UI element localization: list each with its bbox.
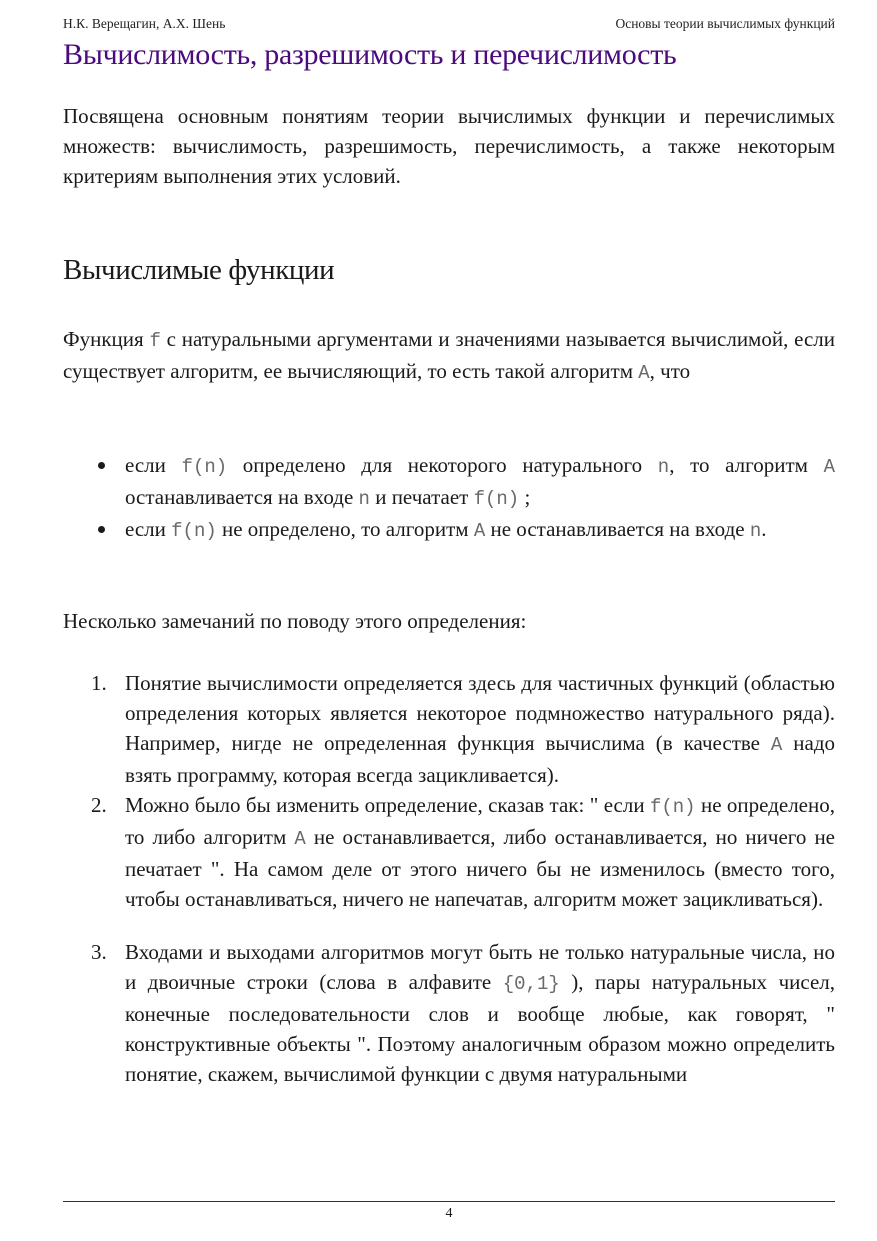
bullet-icon [98, 462, 105, 469]
bullet-icon [98, 526, 105, 533]
inline-code: A [638, 362, 650, 384]
definition-conditions-list [63, 450, 835, 546]
inline-code: f [149, 330, 161, 352]
list-item: если f(n) определено для некоторого натурального n, то алгоритм A останавливается на входе n и печатает f(n) ; [63, 450, 835, 514]
definition-paragraph: Функция f с натуральными аргументами и значениями называется вычислимой, если существует алгоритм, ее вычисляющий, то есть такой алгоритм A, что [63, 327, 835, 384]
header-authors: Н.К. Верещагин, А.Х. Шень [63, 16, 226, 31]
header-book-title: Основы теории вычислимых функций [615, 16, 835, 31]
page-number: 4 [445, 1206, 453, 1221]
list-item: 2. Можно было бы изменить определение, сказав так: " если f(n) не определено, то либо алгоритм A не останавливается, либо останавливается, но ничего не печатает ". На самом деле от этого ничего бы не изменилось (вместо того, чтобы останавливаться, ничего не напечатав, алгоритм может зацикливаться). [91, 793, 836, 911]
remarks-intro: Несколько замечаний по поводу этого определения: [63, 609, 527, 633]
footer-divider [63, 1201, 835, 1202]
abstract-paragraph: Посвящена основным понятиям теории вычислимых функции и перечислимых множеств: вычислимость, разрешимость, перечислимость, а также некоторым критериям выполнения этих условий. [63, 104, 835, 188]
running-header [63, 16, 835, 32]
list-item: если f(n) не определено, то алгоритм A не останавливается на входе n. [63, 514, 835, 546]
list-item: 1. Понятие вычислимости определяется здесь для частичных функций (областью определения которых является некоторое подмножество натурального ряда). Например, нигде не определенная функция вычислима (в качестве A надо взять программу, которая всегда зацикливается). [91, 671, 836, 787]
remarks-list [63, 668, 835, 1089]
list-item: 3. Входами и выходами алгоритмов могут быть не только натуральные числа, но и двоичные строки (слова в алфавите {0,1} ), пары натуральных чисел, конечные последовательности слов и вообще любые, как говорят, " конструктивные объекты ". Поэтому аналогичным образом можно определить понятие, скажем, вычислимой функции с двумя натуральными [91, 940, 836, 1086]
section-heading: Вычислимые функции [63, 254, 335, 286]
chapter-title: Вычислимость, разрешимость и перечислимость [63, 38, 677, 71]
